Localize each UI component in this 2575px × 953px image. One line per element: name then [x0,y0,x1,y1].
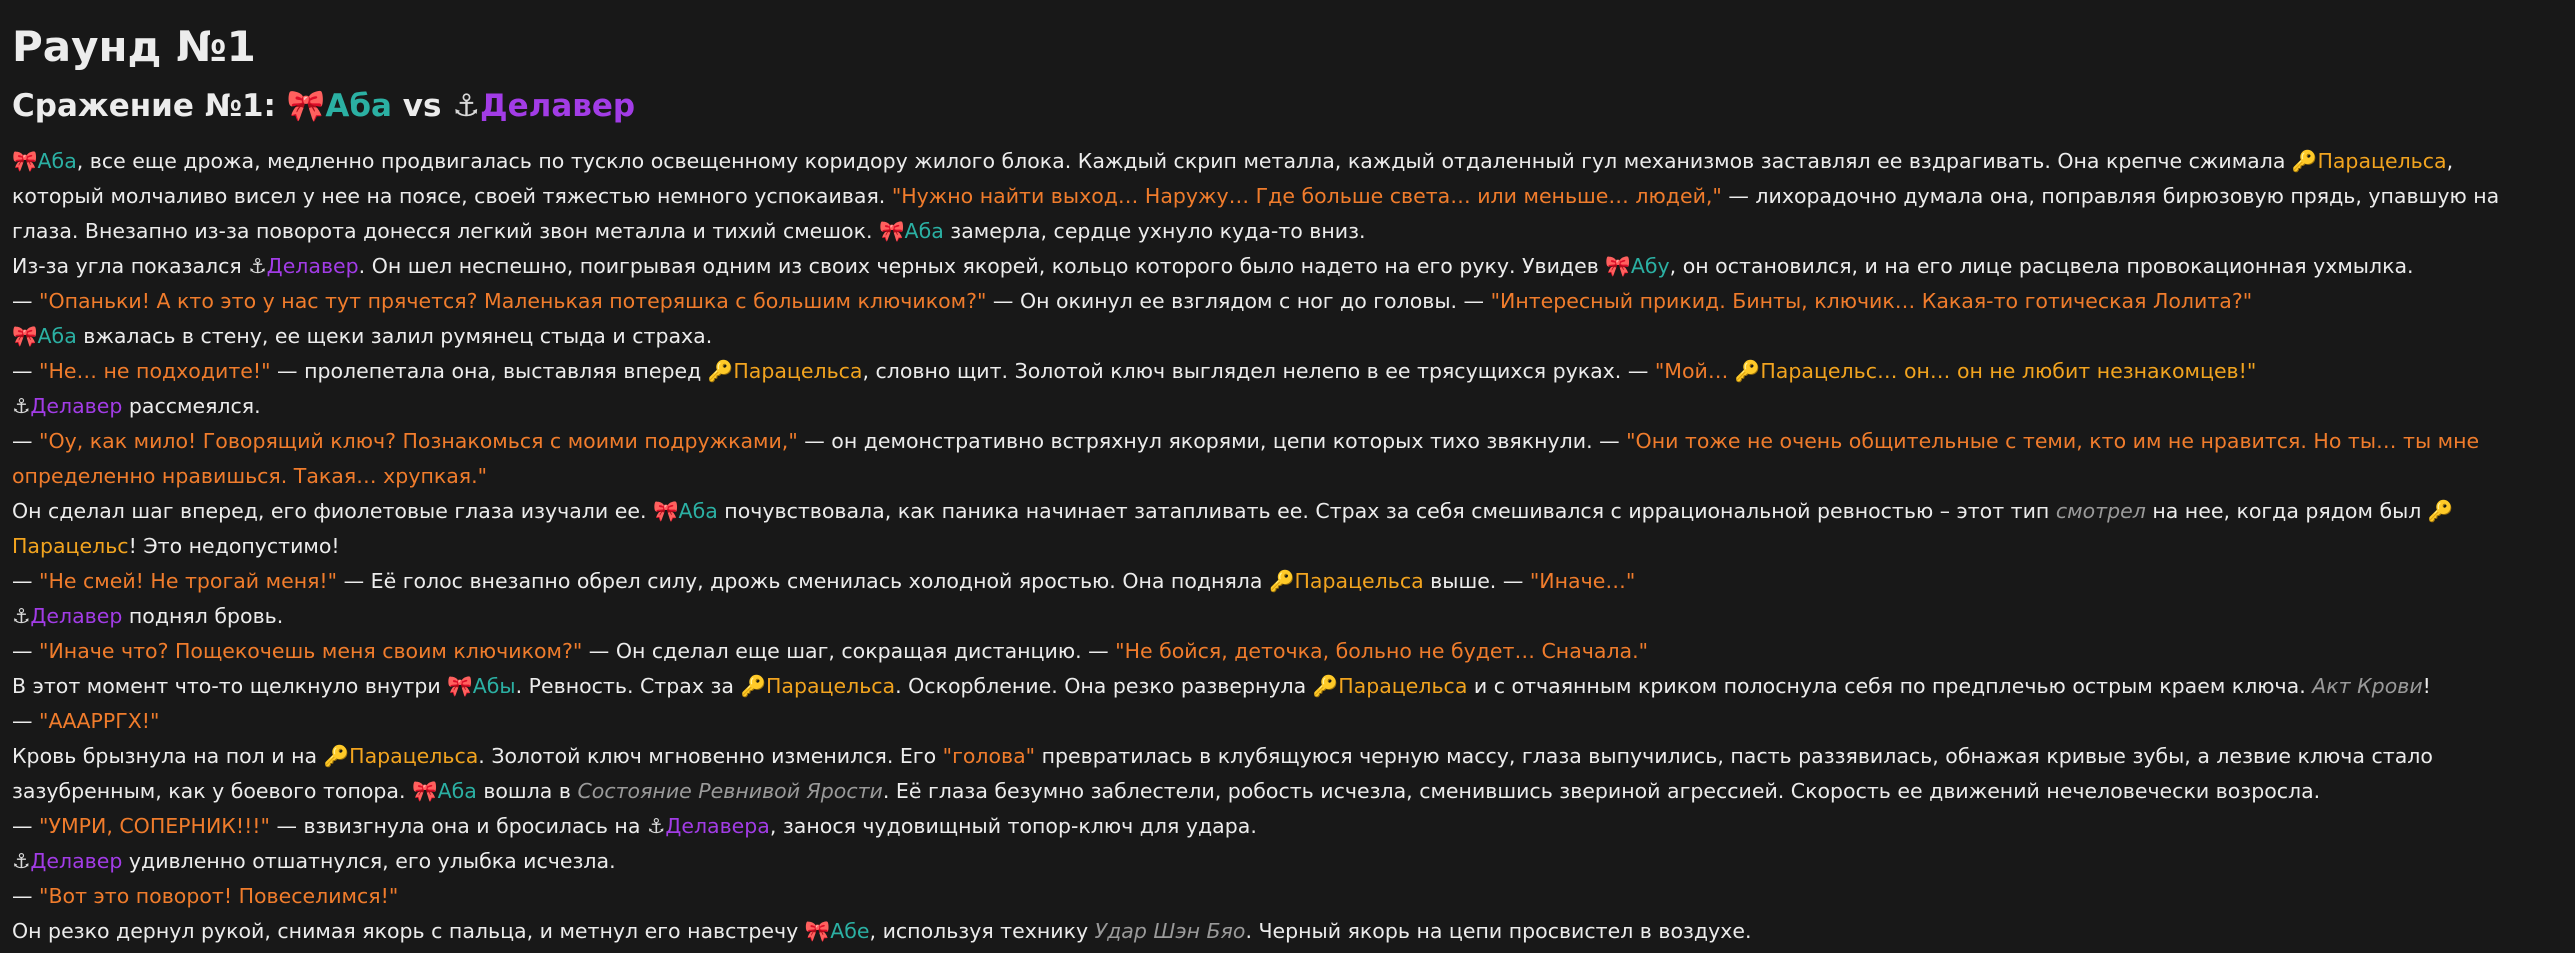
dialogue-line: "Не… не подходите!" [39,359,271,383]
dialogue-line: "Не бойся, деточка, больно не будет… Сначала." [1115,639,1649,663]
dialogue-line: "голова" [942,744,1036,768]
anchor-icon: ⚓ [12,604,31,628]
narration-text: — [12,289,40,313]
dialogue-line: "Опаньки! А кто это у нас тут прячется? Маленькая потеряшка с большим ключиком?" [39,289,987,313]
aba-name: Абы [472,674,516,698]
narration-text: почувствовала, как паника начинает затапливать ее. Страх за себя смешивался с иррациональной ревностью – этот тип [717,499,2056,523]
narration-text: — [12,639,40,663]
story-paragraph [12,144,2542,249]
bow-icon: 🎀 [12,324,38,348]
narration-text: и с отчаянным криком полоснула себя по предплечью острым краем ключа. [1467,674,2313,698]
delaver-name: Делавер [266,254,359,278]
story-text [12,144,2542,949]
narration-text: . Черный якорь на цепи просвистел в воздухе. [1245,919,1752,943]
dialogue-line: "УМРИ, СОПЕРНИК!!!" [39,814,270,838]
paracelsus-name: Парацельс [12,534,129,558]
aba-name: Аба [904,219,944,243]
narration-text: выше. — [1423,569,1530,593]
bow-icon: 🎀 [12,149,38,173]
narration-text: рассмеялся. [122,394,261,418]
narration-text: , занося чудовищный топор-ключ для удара. [769,814,1257,838]
narration-text: , который молчаливо висел у нее на поясе, своей тяжестью немного успокаивая. [12,149,2454,208]
narration-text: ! Это недопустимо! [128,534,340,558]
key-icon: 🔑 [740,674,766,698]
narration-text: вошла в [476,779,578,803]
key-icon: 🔑 [1268,569,1295,593]
narration-text: Кровь брызнула на пол и на [12,744,324,768]
dialogue-line: "АААРРГХ!" [39,709,160,733]
story-paragraph [12,424,2542,494]
story-paragraph [12,319,2542,354]
narration-text: , используя технику [869,919,1095,943]
narration-text: Из-за угла показался [12,254,249,278]
paracelsus-name: Парацельс… он… он не любит незнакомцев!" [1760,359,2257,383]
narration-text: — [12,569,40,593]
narration-text: . Ревность. Страх за [515,674,741,698]
skill-name: Акт Крови [2312,674,2423,698]
narration-text: — пролепетала она, выставляя вперед [270,359,708,383]
narration-text: — Он сделал еще шаг, сокращая дистанцию. — [582,639,1116,663]
dialogue-line: "Нужно найти выход… Наружу… Где больше света… или меньше… людей," [891,184,1722,208]
narration-text: — Её голос внезапно обрел силу, дрожь сменилась холодной яростью. Она подняла [337,569,1269,593]
narration-text: Он резко дернул рукой, снимая якорь с пальца, и метнул его навстречу [12,919,805,943]
story-paragraph [12,879,2542,914]
dialogue-line: "Интересный прикид. Бинты, ключик… Какая-то готическая Лолита?" [1490,289,2253,313]
bow-icon: 🎀 [447,674,473,698]
story-paragraph [12,669,2542,704]
battle-prefix: Сражение №1: [12,88,276,124]
narration-text: поднял бровь. [122,604,284,628]
narration-text: вжалась в стену, ее щеки залил румянец стыда и страха. [76,324,713,348]
paracelsus-name: Парацельса [765,674,896,698]
delaver-name: Делавера [665,814,770,838]
bow-icon: 🎀 [653,499,679,523]
narration-text: Он сделал шаг вперед, его фиолетовые глаза изучали ее. [12,499,654,523]
story-paragraph [12,914,2542,949]
bow-icon: 🎀 [879,219,905,243]
paracelsus-name: Парацельса [1338,674,1468,698]
bow-icon: 🎀 [804,919,831,943]
story-paragraph [12,704,2542,739]
paracelsus-name: Парацельса [1294,569,1424,593]
aba-name: Абе [830,919,870,943]
anchor-icon: ⚓ [646,814,666,838]
narration-text: — Он окинул ее взглядом с ног до головы. — [986,289,1491,313]
narration-text: превратилась в клубящуюся черную массу, глаза выпучились, пасть раззявилась, обнажая кривые зубы, а лезвие ключа стало зазубренным, как у боевого топора. [12,744,2433,803]
fighter-delaver: Делавер [480,88,636,124]
bow-icon: 🎀 [1605,254,1631,278]
story-paragraph [12,634,2542,669]
bow-icon: 🎀 [286,88,326,124]
delaver-name: Делавер [30,849,123,873]
key-icon: 🔑 [1312,674,1339,698]
key-icon: 🔑 [2291,149,2318,173]
narration-text: . Её глаза безумно заблестели, робость исчезла, сменившись звериной агрессией. Скорость ее движений нечеловечески возросла. [882,779,2321,803]
key-icon: 🔑 [323,744,350,768]
dialogue-line: "Не смей! Не трогай меня!" [39,569,338,593]
dialogue-line: "Иначе что? Пощекочешь меня своим ключиком?" [39,639,583,663]
narration-text: В этот момент что-то щелкнуло внутри [12,674,448,698]
dialogue-line: "Вот это поворот! Повеселимся!" [39,884,399,908]
key-icon: 🔑 [2427,499,2454,523]
narration-text: — лихорадочно думала она, поправляя бирюзовую прядь, упавшую на глаза. Внезапно из-за поворота донесся легкий звон металла и тихий смешок. [12,184,2500,243]
aba-name: Аба [37,324,77,348]
skill-name: смотрел [2055,499,2146,523]
key-icon: 🔑 [1734,359,1761,383]
skill-name: Удар Шэн Бяо [1094,919,1246,943]
anchor-icon: ⚓ [12,849,31,873]
narration-text: — [12,884,40,908]
narration-text: — [12,359,40,383]
anchor-icon: ⚓ [452,88,480,124]
narration-text: . Оскорбление. Она резко развернула [895,674,1313,698]
delaver-name: Делавер [30,394,123,418]
narration-text: . Он шел неспешно, поигрывая одним из своих черных якорей, кольцо которого было надето на его руку. Увидев [358,254,1606,278]
narration-text: ! [2422,674,2431,698]
story-paragraph [12,599,2542,634]
battle-heading [12,84,2542,128]
battle-log [12,22,2542,949]
story-paragraph [12,284,2542,319]
dialogue-line: "Иначе…" [1529,569,1636,593]
narration-text: замерла, сердце ухнуло куда-то вниз. [943,219,1366,243]
narration-text: — [12,709,40,733]
narration-text: . Золотой ключ мгновенно изменился. Его [478,744,943,768]
anchor-icon: ⚓ [12,394,31,418]
story-paragraph [12,564,2542,599]
story-paragraph [12,249,2542,284]
narration-text: на нее, когда рядом был [2145,499,2428,523]
story-paragraph [12,389,2542,424]
narration-text: — он демонстративно встряхнул якорями, цепи которых тихо звякнули. — [797,429,1627,453]
dialogue-line: "Они тоже не очень общительные с теми, кто им не нравится. Но ты… ты мне определенно нравишься. Такая… хрупкая." [12,429,2480,488]
round-title: Раунд №1 [12,22,256,71]
bow-icon: 🎀 [412,779,438,803]
story-paragraph [12,809,2542,844]
aba-name: Аба [678,499,718,523]
narration-text: , все еще дрожа, медленно продвигалась по тускло освещенному коридору жилого блока. Каждый скрип металла, каждый отдаленный гул механизмов заставлял ее вздрагивать. Она крепче сжимала [76,149,2292,173]
aba-name: Аба [437,779,477,803]
narration-text: удивленно отшатнулся, его улыбка исчезла. [122,849,616,873]
paracelsus-name: Парацельса [349,744,479,768]
key-icon: 🔑 [707,359,734,383]
story-paragraph [12,354,2542,389]
narration-text: , словно щит. Золотой ключ выглядел нелепо в ее трясущихся руках. — [862,359,1655,383]
paracelsus-name: Парацельса [2317,149,2447,173]
story-paragraph [12,739,2542,809]
story-paragraph [12,844,2542,879]
dialogue-line: "Оу, как мило! Говорящий ключ? Познакомься с моими подружками," [39,429,798,453]
narration-text: — взвизгнула она и бросилась на [269,814,647,838]
delaver-name: Делавер [30,604,123,628]
skill-name: Состояние Ревнивой Ярости [577,779,883,803]
narration-text: — [12,429,40,453]
paracelsus-name: Парацельса [733,359,863,383]
narration-text: — [12,814,40,838]
aba-name: Аба [37,149,77,173]
aba-name: Абу [1630,254,1670,278]
fighter-aba: Аба [325,88,392,124]
vs-label: vs [402,88,442,124]
dialogue-line: "Мой… [1654,359,1735,383]
story-paragraph [12,494,2542,564]
narration-text: , он остановился, и на его лице расцвела провокационная ухмылка. [1669,254,2414,278]
anchor-icon: ⚓ [248,254,267,278]
